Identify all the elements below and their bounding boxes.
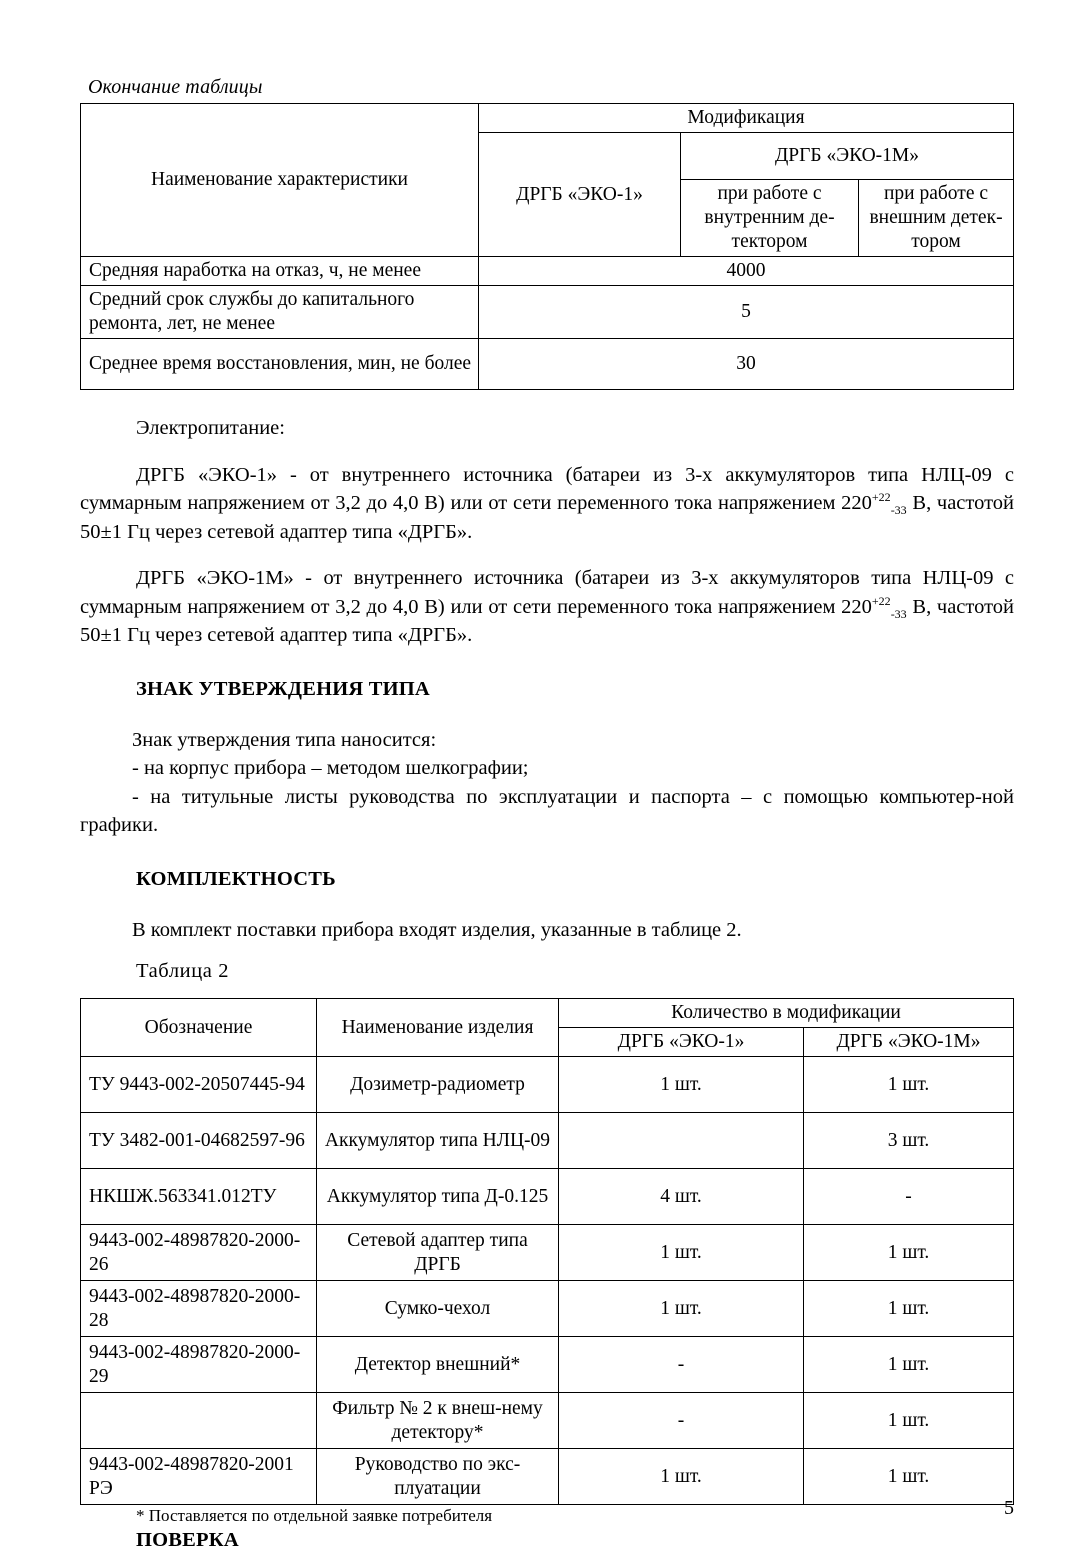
- cell-designation: 9443-002-48987820-2001 РЭ: [81, 1449, 317, 1505]
- table-row: [81, 1337, 1014, 1393]
- table-row: [81, 1393, 1014, 1449]
- power-lead: Электропитание:: [136, 417, 285, 439]
- row-value: 4000: [479, 257, 1014, 286]
- completeness-intro: В комплект поставки прибора входят изделия, указанные в таблице 2.: [132, 918, 742, 941]
- cell-designation: ТУ 9443-002-20507445-94: [81, 1057, 317, 1113]
- header-designation: Обозначение: [81, 999, 317, 1057]
- table-header-row: [81, 104, 1014, 133]
- header-col-external-detector: при работе с внешним детек-тором: [859, 180, 1014, 257]
- cell-designation: 9443-002-48987820-2000-28: [81, 1281, 317, 1337]
- cell-product-name: Сетевой адаптер типа ДРГБ: [317, 1225, 559, 1281]
- voltage-tolerance-lower: -33: [890, 503, 907, 518]
- section-title-completeness: КОМПЛЕКТНОСТЬ: [136, 867, 336, 890]
- cell-product-name: Фильтр № 2 к внеш-нему детектору*: [317, 1393, 559, 1449]
- power-paragraph-eko1m: [80, 564, 1014, 650]
- table-row: [81, 1449, 1014, 1505]
- table-row: [81, 1057, 1014, 1113]
- cell-qty-eko1m: 3 шт.: [804, 1113, 1014, 1169]
- approval-item-1: - на корпус прибора – методом шелкографии;: [132, 757, 529, 779]
- row-characteristic: Средний срок службы до капитального ремонта, лет, не менее: [81, 286, 479, 339]
- cell-qty-eko1: 1 шт.: [559, 1281, 804, 1337]
- table-row: [81, 286, 1014, 339]
- cell-product-name: Руководство по экс-плуатации: [317, 1449, 559, 1505]
- voltage-tolerance-upper: +22: [871, 490, 891, 505]
- cell-qty-eko1m: 1 шт.: [804, 1393, 1014, 1449]
- cell-product-name: Детектор внешний*: [317, 1337, 559, 1393]
- cell-qty-eko1: 1 шт.: [559, 1449, 804, 1505]
- cell-qty-eko1: 1 шт.: [559, 1225, 804, 1281]
- row-value: 30: [479, 339, 1014, 390]
- voltage-base: 220: [841, 492, 872, 514]
- characteristics-table: [80, 103, 1014, 390]
- table-2-label: Таблица 2: [136, 960, 230, 982]
- header-col-eko1m: ДРГБ «ЭКО-1М»: [804, 1028, 1014, 1057]
- table-row: [81, 1113, 1014, 1169]
- page-number: 5: [1004, 1497, 1014, 1519]
- header-quantity-group: Количество в модификации: [559, 999, 1014, 1028]
- table-header-row: [81, 999, 1014, 1028]
- cell-product-name: Сумко-чехол: [317, 1281, 559, 1337]
- header-col-internal-detector: при работе с внутренним де-тектором: [681, 180, 859, 257]
- cell-qty-eko1: 4 шт.: [559, 1169, 804, 1225]
- power-paragraph-eko1m-post: В, частотой 50±1 Гц через сетевой адаптер типа «ДРГБ».: [80, 595, 1014, 646]
- cell-qty-eko1m: 1 шт.: [804, 1225, 1014, 1281]
- delivery-set-table: [80, 998, 1014, 1505]
- header-product-name: Наименование изделия: [317, 999, 559, 1057]
- power-paragraph-eko1: [80, 461, 1014, 547]
- cell-qty-eko1m: 1 шт.: [804, 1449, 1014, 1505]
- continuation-caption: Окончание таблицы: [88, 76, 263, 98]
- voltage-tolerance-lower: -33: [890, 606, 907, 621]
- cell-product-name: Дозиметр-радиометр: [317, 1057, 559, 1113]
- header-group-eko1m: ДРГБ «ЭКО-1М»: [681, 133, 1014, 180]
- cell-product-name: Аккумулятор типа Д-0.125: [317, 1169, 559, 1225]
- header-col-eko1: ДРГБ «ЭКО-1»: [559, 1028, 804, 1057]
- cell-qty-eko1: -: [559, 1337, 804, 1393]
- power-paragraph-eko1m-pre: ДРГБ «ЭКО-1М» - от внутреннего источника (батареи из 3-х аккумуляторов типа НЛЦ-09 с суммарным напряжением от 3,2 до 4,0 В) или от сети переменного тока напряжением: [80, 567, 1014, 618]
- cell-designation: 9443-002-48987820-2000-29: [81, 1337, 317, 1393]
- approval-item-2: - на титульные листы руководства по эксплуатации и паспорта – с помощью компьютер-ной графики.: [80, 785, 1014, 836]
- cell-designation: ТУ 3482-001-04682597-96: [81, 1113, 317, 1169]
- table-row: [81, 339, 1014, 390]
- table-2-footnote: * Поставляется по отдельной заявке потребителя: [136, 1506, 493, 1525]
- cell-qty-eko1m: -: [804, 1169, 1014, 1225]
- table-row: [81, 1225, 1014, 1281]
- table-row: [81, 1169, 1014, 1225]
- section-title-approval-mark: ЗНАК УТВЕРЖДЕНИЯ ТИПА: [136, 677, 430, 700]
- voltage-tolerance-upper: +22: [871, 593, 891, 608]
- cell-product-name: Аккумулятор типа НЛЦ-09: [317, 1113, 559, 1169]
- cell-designation: НКШЖ.563341.012ТУ: [81, 1169, 317, 1225]
- cell-designation: 9443-002-48987820-2000-26: [81, 1225, 317, 1281]
- header-modification: Модификация: [479, 104, 1014, 133]
- table-row: [81, 1281, 1014, 1337]
- power-paragraph-eko1-pre: ДРГБ «ЭКО-1» - от внутреннего источника (батареи из 3-х аккумуляторов типа НЛЦ-09 с суммарным напряжением от 3,2 до 4,0 В) или от сети переменного тока напряжением: [80, 463, 1014, 514]
- cell-designation: [81, 1393, 317, 1449]
- header-characteristic: Наименование характеристики: [81, 104, 479, 257]
- voltage-base: 220: [841, 595, 872, 618]
- row-characteristic: Среднее время восстановления, мин, не более: [81, 339, 479, 390]
- header-col-eko1: ДРГБ «ЭКО-1»: [479, 133, 681, 257]
- table-row: [81, 257, 1014, 286]
- row-value: 5: [479, 286, 1014, 339]
- row-characteristic: Средняя наработка на отказ, ч, не менее: [81, 257, 479, 286]
- cell-qty-eko1: -: [559, 1393, 804, 1449]
- cell-qty-eko1m: 1 шт.: [804, 1281, 1014, 1337]
- approval-lead: Знак утверждения типа наносится:: [132, 728, 437, 751]
- power-paragraph-eko1-post: В, частотой 50±1 Гц через сетевой адаптер типа «ДРГБ».: [80, 492, 1014, 543]
- cell-qty-eko1m: 1 шт.: [804, 1337, 1014, 1393]
- cell-qty-eko1m: 1 шт.: [804, 1057, 1014, 1113]
- section-title-verification: ПОВЕРКА: [136, 1529, 239, 1551]
- cell-qty-eko1: [559, 1113, 804, 1169]
- cell-qty-eko1: 1 шт.: [559, 1057, 804, 1113]
